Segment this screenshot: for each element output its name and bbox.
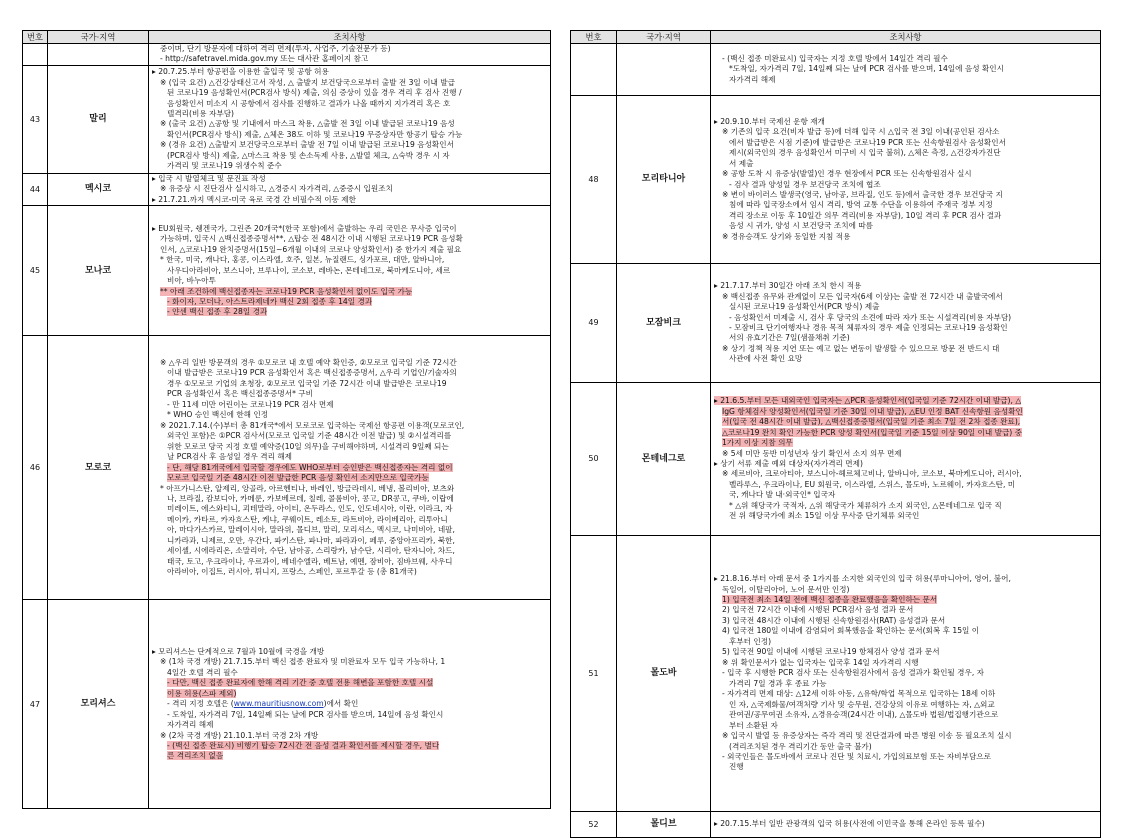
measure-line bbox=[152, 234, 547, 244]
line-text: 중이며, 단기 방문자에 대하여 격리 면제(투자, 사업주, 기술전문가 등) bbox=[160, 44, 391, 53]
row-number bbox=[571, 44, 617, 96]
line-text: ※ 세르비아, 크로아티아, 보스니아-헤르체고비나, 알바니아, 코소보, 북마케도니아, 러시아, bbox=[722, 469, 1022, 479]
line-text: 가격리 7일 경과 후 종료 가능 bbox=[729, 678, 827, 688]
measure-line bbox=[714, 574, 1097, 584]
line-text: 경우 ①모로코 기업의 초청장, ②모로코 입국일 기준 72시간 이내 발급받은 코로나19 bbox=[167, 378, 447, 388]
line-text: ▸ 입국 시 발열체크 및 문진표 작성 bbox=[152, 173, 266, 183]
line-text: ※ (2차 국경 개방) 21.10.1.부터 국경 2차 개방 bbox=[160, 730, 319, 740]
measure-line bbox=[714, 490, 1097, 500]
table-row bbox=[23, 44, 551, 66]
line-text: - 음성확인서 미제출 시, 검사 후 당국의 소견에 따라 자가 또는 시설격리(비용 자부담) bbox=[729, 312, 1012, 322]
measure-line bbox=[714, 200, 1097, 210]
measure-line bbox=[152, 484, 547, 494]
line-text: 관여권/공무여권 소유자, △경유승객(24시간 이내), △몰도바 법원/법집행기관으로 bbox=[729, 710, 999, 720]
line-text: ▸ 21.7.17.부터 30일간 아래 조치 한시 적용 bbox=[714, 281, 862, 291]
measure-line bbox=[714, 511, 1097, 521]
highlighted-text: ** 아래 조건하에 백신접종자는 코로나19 PCR 음성확인서 없이도 입국 가능 bbox=[160, 286, 413, 296]
line-text: 전 위 해당국가에 최소 15일 이상 무사증 단기체류 외국인 bbox=[729, 511, 920, 521]
line-text: ※ 상기 정책 적용 지연 또는 예고 없는 변동이 발생할 수 있으므로 방문 전 반드시 대 bbox=[722, 343, 1000, 353]
line-text: * △위 해당국가 국적자, △위 해당국가 체류허가 소지 외국인, △몬테네그로 입국 직 bbox=[729, 500, 1002, 510]
measure-line bbox=[714, 731, 1097, 741]
line-text: ▸ 모리셔스는 단계적으로 7월과 10월에 국경을 개방 bbox=[152, 646, 325, 656]
measure-line bbox=[714, 75, 1097, 85]
line-text: 진행 bbox=[729, 762, 744, 772]
measure-cell bbox=[711, 536, 1101, 812]
line-text: 음성 시 귀가, 양성 시 보건당국 조치에 따름 bbox=[729, 221, 874, 231]
line-text: 날 PCR검사 후 음성일 경우 격리 해제 bbox=[167, 452, 293, 462]
line-text: ※ 5세 미만 동반 미성년자 상기 확인서 소지 의무 면제 bbox=[722, 448, 902, 458]
highlighted-text: ▸ 21.6.5.부터 모든 내외국인 입국자는 △PCR 음성확인서(입국일 기준 72시간 이내 발급), △ bbox=[714, 396, 1022, 406]
row-number: 44 bbox=[23, 173, 48, 205]
measure-line bbox=[714, 501, 1097, 511]
row-number: 50 bbox=[571, 383, 617, 536]
measure-line bbox=[152, 368, 547, 378]
measure-line bbox=[714, 221, 1097, 231]
measure-line bbox=[152, 130, 547, 140]
line-text: ※ (입국 요건) △건강상태신고서 작성, △ 출발지 보건당국으로부터 출발 전 3일 이내 발급 bbox=[160, 77, 455, 87]
line-text: ※ (경유 요건) △출발지 보건당국으로부터 출발 전 7일 이내 발급된 코로나19 음성확인서 bbox=[160, 140, 454, 150]
line-text: - 만 11세 미만 어린이는 코로나19 PCR 검사 면제 bbox=[167, 399, 334, 409]
line-text: 3) 입국전 48시간 이내에 시행된 신속항원검사(RAT) 음성결과 문서 bbox=[722, 615, 946, 625]
measure-line bbox=[714, 469, 1097, 479]
table-row bbox=[571, 44, 1101, 96]
highlighted-text: 모로코 입국일 기준 48시간 이전 발급한 PCR 음성 확인서 소지만으로 입국가능 bbox=[167, 473, 429, 483]
line-text: 니카라과, 니제르, 오만, 우간다, 파키스탄, 파나마, 파라과이, 페루, 중앙아프리카, 북한, bbox=[167, 535, 455, 545]
line-text: 서 제출 bbox=[729, 158, 754, 168]
line-text: *도착일, 자가격리 7일, 14일째 되는 날에 PCR 검사를 받으며, 14일에 음성 확인시 bbox=[729, 64, 1004, 74]
line-text: 자가격리 해제 bbox=[167, 720, 214, 730]
line-text: 에서 발급받은 시점 기준)에 발급받은 코로나19 PCR 또는 신속항원검사 음성확인서 bbox=[729, 137, 1006, 147]
highlighted-text: - 얀센 백신 접종 후 28일 경과 bbox=[167, 307, 268, 317]
line-text: 부터 소환된 자 bbox=[729, 720, 778, 730]
line-text: ※ 2021.7.14.(수)부터 총 81개국*에서 모로코로 입국하는 국제선 항공편 이용객(모로코인, bbox=[160, 420, 465, 430]
row-number: 48 bbox=[571, 96, 617, 264]
measure-line bbox=[714, 658, 1097, 668]
measure-line bbox=[152, 195, 547, 205]
measure-line bbox=[714, 54, 1097, 64]
measure-line bbox=[714, 428, 1097, 438]
measure-line bbox=[714, 616, 1097, 626]
line-text: 비아, 바누아투 bbox=[167, 276, 216, 286]
line-text: (PCR검사 방식) 제출, △마스크 착용 및 손소독제 사용, △발열 체크, △숙박 경우 시 자 bbox=[167, 150, 450, 160]
country-name bbox=[617, 44, 711, 96]
measure-line bbox=[152, 494, 547, 504]
header-measure: 조치사항 bbox=[711, 31, 1101, 44]
measure-line bbox=[714, 117, 1097, 127]
country-name: 모로코 bbox=[48, 336, 149, 600]
measure-line bbox=[152, 67, 547, 77]
line-text: 자가격리 해제 bbox=[729, 74, 776, 84]
measure-cell bbox=[149, 336, 551, 600]
measure-line bbox=[714, 211, 1097, 221]
table-row bbox=[571, 536, 1101, 812]
line-text: - 모잠비크 단기여행자나 경유 목적 체류자의 경우 제출 인정되는 코로나19 음성확인 bbox=[729, 323, 1008, 332]
measure-cell bbox=[149, 600, 551, 809]
measure-line bbox=[152, 515, 547, 525]
measure-line bbox=[152, 287, 547, 297]
measure-line bbox=[714, 438, 1097, 448]
measure-cell bbox=[711, 812, 1101, 838]
measure-line bbox=[714, 480, 1097, 490]
line-text: - 외국인들은 몰도바에서 코로나 진단 및 치료시, 가입의료보험 또는 자비부담으로 bbox=[722, 752, 991, 762]
measure-line bbox=[152, 410, 547, 420]
hotel-list-link[interactable]: www.mauritiusnow.com bbox=[233, 699, 324, 709]
measure-line bbox=[152, 647, 547, 657]
measure-line bbox=[152, 431, 547, 441]
line-text: ※ 백신접종 유무와 관계없이 모든 입국자(6세 이상)는 출발 전 72시간 내 출발국에서 bbox=[722, 291, 1003, 301]
line-text: - 자가격리 면제 대상: △12세 이하 아동, △유학/학업 목적으로 입국하는 18세 이하 bbox=[722, 689, 996, 699]
measure-line bbox=[714, 459, 1097, 469]
line-text: ※ (출국 요건) △공항 및 기내에서 마스크 착용, △출발 전 3일 이내 발급된 코로나19 음성 bbox=[160, 119, 455, 129]
measure-line bbox=[714, 647, 1097, 657]
highlighted-text: △코로나19 완치 확인 가능한 PCR 양성 확인서(입국일 기준 15일 이상 90일 이내 발급) 중 bbox=[722, 427, 1023, 437]
measure-line bbox=[152, 54, 547, 64]
line-text: 외국인 포함)은 ①PCR 검사서(모로코 입국일 기준 48시간 이전 발급) 및 ②시설격리를 bbox=[167, 431, 452, 441]
measure-line bbox=[152, 731, 547, 741]
table-row bbox=[571, 96, 1101, 264]
measure-cell bbox=[149, 206, 551, 336]
line-text: 나, 브라질, 캄보디아, 카메룬, 카보베르데, 칠레, 콜롬비아, 콩고, DR콩고, 쿠바, 이랍에 bbox=[167, 494, 454, 504]
measure-line bbox=[714, 159, 1097, 169]
measure-line bbox=[152, 421, 547, 431]
measure-line bbox=[714, 127, 1097, 137]
measure-line bbox=[152, 710, 547, 720]
measure-line bbox=[714, 313, 1097, 323]
measure-line bbox=[152, 525, 547, 535]
line-text: 가능하며, 입국시 △백신접종증명서**, △탑승 전 48시간 이내 시행된 코로나19 PCR 음성확 bbox=[160, 234, 463, 244]
table-row bbox=[23, 173, 551, 205]
country-name: 몰디브 bbox=[617, 812, 711, 838]
line-text: - (백신 접종 미완료시) 입국자는 지정 호텔 방에서 14일간 격리 필수 bbox=[722, 53, 948, 63]
measure-line bbox=[714, 344, 1097, 354]
table-row bbox=[23, 336, 551, 600]
highlighted-text: - 단, 해당 81개국에서 입국할 경우에도 WHO로부터 승인받은 백신접종자는 격리 없이 bbox=[167, 462, 453, 472]
measure-cell bbox=[711, 96, 1101, 264]
line-text: 인서, △코로나19 완치증명서(15일~6개월 이내의 코로나 양성확인서) 중 한가지 제출 필요 bbox=[160, 244, 462, 254]
measure-line bbox=[152, 297, 547, 307]
measure-line bbox=[714, 292, 1097, 302]
highlighted-text: - (백신 접종 완료시) 비행기 탑승 72시간 전 음성 결과 확인서를 제시할 경우, 별다 bbox=[167, 740, 440, 750]
line-text: 국, 캐나다 발 내·외국인* 입국자 bbox=[729, 490, 836, 500]
measure-cell bbox=[711, 383, 1101, 536]
header-country: 국가·지역 bbox=[48, 31, 149, 44]
measure-line bbox=[714, 190, 1097, 200]
measure-line bbox=[152, 400, 547, 410]
table-row bbox=[23, 206, 551, 336]
line-text: 태국, 토고, 우크라이나, 우르과이, 베네수엘라, 베트남, 예멘, 잠비아, 짐바브웨, 사우디 bbox=[167, 556, 453, 566]
line-text: 5) 입국전 90일 이내에 시행된 코로나19 항체검사 양성 결과 문서 bbox=[722, 647, 940, 657]
header-measure: 조치사항 bbox=[149, 31, 551, 44]
line-text: ▸ 20.9.10.부터 국제선 운항 재개 bbox=[714, 116, 825, 126]
measure-line bbox=[714, 323, 1097, 333]
measure-line bbox=[152, 379, 547, 389]
row-number: 47 bbox=[23, 600, 48, 809]
header-no: 번호 bbox=[571, 31, 617, 44]
measure-line bbox=[152, 307, 547, 317]
right-table bbox=[570, 30, 1101, 838]
line-text: 아, 마다가스카르, 말레이시아, 말라위, 몰디브, 말리, 모리셔스, 멕시코, 나미비아, 네팔, bbox=[167, 525, 455, 535]
measure-line bbox=[714, 64, 1097, 74]
row-number: 52 bbox=[571, 812, 617, 838]
measure-cell bbox=[149, 44, 551, 66]
measure-line bbox=[152, 546, 547, 556]
line-text: 이내 발급받은 코로나19 PCR 음성확인서 혹은 백신접종증명서, △우리 기업인/기술자의 bbox=[167, 368, 457, 378]
measure-line bbox=[714, 668, 1097, 678]
line-text: ※ 공항 도착 시 유증상(발열)인 경우 현장에서 PCR 또는 신속항원검사 실시 bbox=[722, 169, 972, 179]
measure-line bbox=[152, 99, 547, 109]
line-text: ▸ 20.7.15.부터 일반 관광객의 입국 허용(사전에 이민국을 통해 온라인 등록 필수) bbox=[714, 819, 985, 829]
measure-line bbox=[152, 224, 547, 234]
measure-line bbox=[714, 679, 1097, 689]
measure-line bbox=[152, 78, 547, 88]
measure-line bbox=[152, 255, 547, 265]
line-text: 미레이트, 에스와티니, 괴테말라, 아이티, 온두라스, 인도, 인도네시아, 이란, 이라크, 자 bbox=[167, 504, 453, 514]
measure-line bbox=[152, 44, 547, 54]
measure-line bbox=[152, 184, 547, 194]
line-text: ▸ 상기 서류 제출 예외 대상자(자가격리 면제) bbox=[714, 459, 863, 468]
table-row bbox=[571, 264, 1101, 383]
country-name: 말리 bbox=[48, 65, 149, 173]
row-number: 45 bbox=[23, 206, 48, 336]
line-text: ※ 기존의 입국 요건(비자 발급 등)에 더해 입국 시 △입국 전 3일 이내(공인된 검사소 bbox=[722, 127, 1000, 137]
measure-line bbox=[714, 710, 1097, 720]
measure-line bbox=[152, 504, 547, 514]
line-text: PCR 음성확인서 혹은 백신접종증명서* 구비 bbox=[167, 389, 313, 399]
line-text: - 입국 후 시행한 PCR 검사 또는 신속항원검사에서 음성 결과가 확인될 경우, 자 bbox=[722, 668, 985, 678]
line-text: ▸ 21.7.21.까지 멕시코-미국 육로 국경 간 비필수적 이동 제한 bbox=[152, 194, 356, 204]
line-text: ※ (1차 국경 개방) 21.7.15.부터 백신 접종 완료자 및 미완료자 모두 입국 가능하나, 1 bbox=[160, 657, 446, 667]
highlighted-text: - 화이자, 모더나, 아스트라제네카 백신 2회 접종 후 14일 경과 bbox=[167, 297, 373, 307]
line-text: 확인서(PCR검사 방식) 제출, △체온 38도 이하 및 코로나19 무증상자만 항공기 탑승 가능 bbox=[167, 129, 463, 139]
measure-line bbox=[714, 396, 1097, 406]
country-name: 멕시코 bbox=[48, 173, 149, 205]
table-header-row bbox=[571, 31, 1101, 44]
line-text: 음성확인서 미소지 시 공항에서 검사를 진행하고 결과가 나올 때까지 지가격리 혹은 호 bbox=[167, 98, 451, 108]
measure-line bbox=[714, 595, 1097, 605]
measure-line bbox=[714, 232, 1097, 242]
line-text: ※ △우리 일반 방문객의 경우 ①모로코 내 호텔 예약 확인증, ②모로코 입국일 기준 72시간 bbox=[160, 357, 457, 367]
measure-line bbox=[152, 452, 547, 462]
measure-line bbox=[714, 742, 1097, 752]
measure-line bbox=[152, 463, 547, 473]
highlighted-text: 른 격리조치 없음 bbox=[167, 751, 224, 761]
measure-line bbox=[152, 389, 547, 399]
measure-line bbox=[152, 151, 547, 161]
country-name: 모나코 bbox=[48, 206, 149, 336]
measure-line bbox=[152, 140, 547, 150]
measure-cell bbox=[149, 173, 551, 205]
measure-line bbox=[152, 358, 547, 368]
measure-line bbox=[714, 169, 1097, 179]
measure-line bbox=[152, 161, 547, 171]
header-country: 국가·지역 bbox=[617, 31, 711, 44]
measure-line bbox=[714, 819, 1097, 829]
line-text: 벨라루스, 우크라이나, EU 회원국, 이스라엘, 스위스, 몰도바, 노르웨이, 카자흐스탄, 미 bbox=[729, 479, 1016, 489]
line-text: * WHO 승인 백신에 한해 인정 bbox=[167, 410, 269, 420]
measure-line bbox=[714, 721, 1097, 731]
line-text: ※ 변이 바이러스 발생국(영국, 남아공, 브라질, 인도 등)에서 출국한 경우 보건당국 지 bbox=[722, 189, 1003, 199]
line-text: 제시(외국인의 경우 음성확인서 미구비 시 입국 불허), △체온 측정, △건강자가진단 bbox=[729, 148, 1001, 158]
line-text: ※ 경유승객도 상기와 동일한 지침 적용 bbox=[722, 231, 851, 241]
measure-line bbox=[152, 567, 547, 577]
measure-line bbox=[152, 266, 547, 276]
line-text: 서의 유효기간은 7일(샘플채취 기준) bbox=[729, 333, 850, 343]
highlighted-text: 서(입국 전 48시간 이내 발급), △백신접종증명서(입국일 기준 최소 7일 전 2차 접종 완료), bbox=[722, 417, 1021, 427]
measure-line bbox=[152, 442, 547, 452]
line-text: 4일간 호텔 격리 필수 bbox=[167, 667, 238, 677]
header-no: 번호 bbox=[23, 31, 48, 44]
table-header-row bbox=[23, 31, 551, 44]
country-name: 몬테네그로 bbox=[617, 383, 711, 536]
line-text: (격리조치된 경우 격리기간 동안 출국 불가) bbox=[729, 741, 872, 751]
measure-line bbox=[152, 741, 547, 751]
line-text: * 아프가니스탄, 알제리, 앙골라, 아르헨티나, 바레인, 방글라데시, 베냉, 볼리비아, 보츠와 bbox=[160, 483, 455, 493]
measure-line bbox=[714, 333, 1097, 343]
line-text: - 도착일, 자가격리 7일, 14일째 되는 날에 PCR 검사를 받으며, 14일에 음성 확인시 bbox=[167, 709, 444, 719]
left-table bbox=[22, 30, 551, 809]
measure-line bbox=[152, 720, 547, 730]
measure-line bbox=[152, 678, 547, 688]
row-number: 43 bbox=[23, 65, 48, 173]
line-text: 세이셸, 시에라리온, 소말리아, 수단, 남아공, 스리랑카, 남수단, 시리아, 탄자니아, 차드, bbox=[167, 546, 455, 556]
line-text: ※ 입국시 발열 등 유증상자는 즉각 격리 및 진단결과에 따른 병원 이송 등 필요조치 실시 bbox=[722, 731, 1012, 741]
measure-line bbox=[714, 689, 1097, 699]
line-text: 후부터 인정) bbox=[729, 636, 772, 646]
measure-line bbox=[152, 276, 547, 286]
country-name: 모잠비크 bbox=[617, 264, 711, 383]
line-text: 위한 모로코 당국 지정 호텔 예약증(10일 의무)을 구비해야하며, 시설격리 9일째 되는 bbox=[167, 441, 449, 451]
line-text: 사관에 사전 확인 요망 bbox=[729, 354, 803, 364]
country-name: 몰도바 bbox=[617, 536, 711, 812]
table-row bbox=[571, 383, 1101, 536]
highlighted-text: - 다만, 백신 접종 완료자에 한해 격리 기간 중 호텔 전용 해변을 포함한 호텔 시설 bbox=[167, 678, 434, 688]
measure-line bbox=[152, 109, 547, 119]
measure-cell bbox=[149, 65, 551, 173]
measure-line bbox=[152, 668, 547, 678]
table-row bbox=[23, 65, 551, 173]
line-text: 가격리 및 코로나19 위생수칙 준수 bbox=[167, 161, 282, 171]
country-name bbox=[48, 44, 149, 66]
line-text: ※ 유증상 시 진단검사 실시하고, △경증시 자가격리, △중증시 입원조치 bbox=[160, 184, 393, 194]
measure-line bbox=[714, 148, 1097, 158]
row-number: 49 bbox=[571, 264, 617, 383]
line-text: 사우디아라비아, 보스니아, 브루나이, 코소보, 레바논, 몬테네그로, 북마케도니아, 세르 bbox=[167, 265, 451, 275]
measure-line bbox=[714, 700, 1097, 710]
measure-line bbox=[714, 449, 1097, 459]
measure-line bbox=[714, 417, 1097, 427]
line-text: * 한국, 미국, 캐나다, 홍콩, 이스라엘, 호주, 일본, 뉴질랜드, 싱가포르, 대만, 알바니아, bbox=[160, 255, 445, 265]
row-number: 51 bbox=[571, 536, 617, 812]
measure-line bbox=[152, 557, 547, 567]
measure-line bbox=[714, 138, 1097, 148]
line-text: - 검사 결과 양성일 경우 보건당국 조치에 협조 bbox=[729, 179, 881, 189]
line-text: 메이카, 카타르, 카자흐스탄, 케냐, 쿠웨이트, 레소토, 라트비아, 라이베리아, 리투아니 bbox=[167, 514, 448, 524]
measure-line bbox=[714, 180, 1097, 190]
highlighted-text: 1가지 이상 지참 의무 bbox=[722, 438, 793, 448]
measure-line bbox=[714, 752, 1097, 762]
measure-line bbox=[152, 174, 547, 184]
line-text: 텔격리(비용 자부담) bbox=[167, 108, 235, 118]
line-text: ▸ 21.8.16.부터 아래 문서 중 1가지를 소지한 외국인의 입국 허용(루마니아어, 영어, 불어, bbox=[714, 574, 1011, 584]
line-text: 2) 입국전 72시간 이내에 시행된 PCR검사 음성 결과 문서 bbox=[722, 605, 914, 615]
measure-line bbox=[714, 626, 1097, 636]
line-text: ※ 위 확인문서가 없는 입국자는 입국후 14일 자가격리 시행 bbox=[722, 657, 919, 667]
line-text: 침에 따라 입국장소에서 임시 격리, 방역 교통 수단을 이용하여 주재국 정부 지정 bbox=[729, 200, 993, 210]
row-number: 46 bbox=[23, 336, 48, 600]
line-text: 인 자, △국제화물/여객처량 기사 및 승무원, 건강상의 이유로 여행하는 자, △외교 bbox=[729, 699, 995, 709]
highlighted-text: IgG 항체검사 양성확인서(입국일 기준 30일 이내 발급), △EU 인정 BAT 신속항원 음성확인 bbox=[722, 406, 1023, 416]
line-text: - http://safetravel.mida.gov.my 또는 대사관 홈페이지 참고 bbox=[160, 54, 369, 64]
line-text: ▸ 20.7.25.부터 항공편을 이용한 출입국 및 공항 허용 bbox=[152, 67, 329, 77]
table-row bbox=[571, 812, 1101, 838]
line-text: 실시된 코로나19 음성확인서(PCR 방식) 제출 bbox=[729, 302, 880, 312]
line-text: ▸ EU회원국, 쉥겐국가, 그린존 20개국*(한국 포함)에서 출발하는 우리 국민은 무사증 입국이 bbox=[152, 223, 457, 233]
line-text: 격리 장소로 이동 후 10일간 의무 격리(비용 자부담), 10일 격리 후 PCR 검사 결과 bbox=[729, 210, 1002, 220]
measure-line bbox=[714, 637, 1097, 647]
line-text: 된 코로나19 음성확인서(PCR검사 방식) 제출, 의심 증상이 있을 경우 격리 후 검사 진행 / bbox=[167, 88, 462, 98]
measure-line bbox=[152, 119, 547, 129]
line-text: 4) 입국전 180일 이내에 감염되어 회복했음을 확인하는 문서(회복 후 15일 이 bbox=[722, 626, 980, 636]
measure-line bbox=[152, 88, 547, 98]
measure-line bbox=[714, 585, 1097, 595]
highlighted-text: 1) 입국전 최소 14일 전에 백신 접종을 완료했음을 확인하는 문서 bbox=[722, 594, 938, 604]
line-text: 아라비아, 이집트, 러시아, 튀니지, 프랑스, 스페인, 포르투갈 등 (총 81개국) bbox=[167, 567, 417, 577]
line-text: 독일어, 이탈리아어, 노어 문서만 인정) bbox=[722, 584, 850, 594]
measure-line bbox=[714, 302, 1097, 312]
measure-line bbox=[152, 751, 547, 761]
measure-line bbox=[152, 536, 547, 546]
measure-line bbox=[714, 354, 1097, 364]
measure-line bbox=[714, 605, 1097, 615]
measure-line bbox=[714, 762, 1097, 772]
measure-cell bbox=[711, 264, 1101, 383]
measure-line bbox=[152, 657, 547, 667]
measure-line bbox=[152, 245, 547, 255]
measure-line-with-link bbox=[152, 699, 547, 709]
country-name: 모리타니아 bbox=[617, 96, 711, 264]
country-name: 모리셔스 bbox=[48, 600, 149, 809]
table-row bbox=[23, 600, 551, 809]
measure-line bbox=[714, 407, 1097, 417]
measure-cell bbox=[711, 44, 1101, 96]
row-number bbox=[23, 44, 48, 66]
line-text: - 격리 지정 호텔은 (www.mauritiusnow.com)에서 확인 bbox=[167, 699, 359, 709]
measure-line bbox=[714, 281, 1097, 291]
highlighted-text: 이용 허용(스파 제외) bbox=[167, 688, 237, 698]
measure-line bbox=[152, 689, 547, 699]
measure-line bbox=[152, 473, 547, 483]
